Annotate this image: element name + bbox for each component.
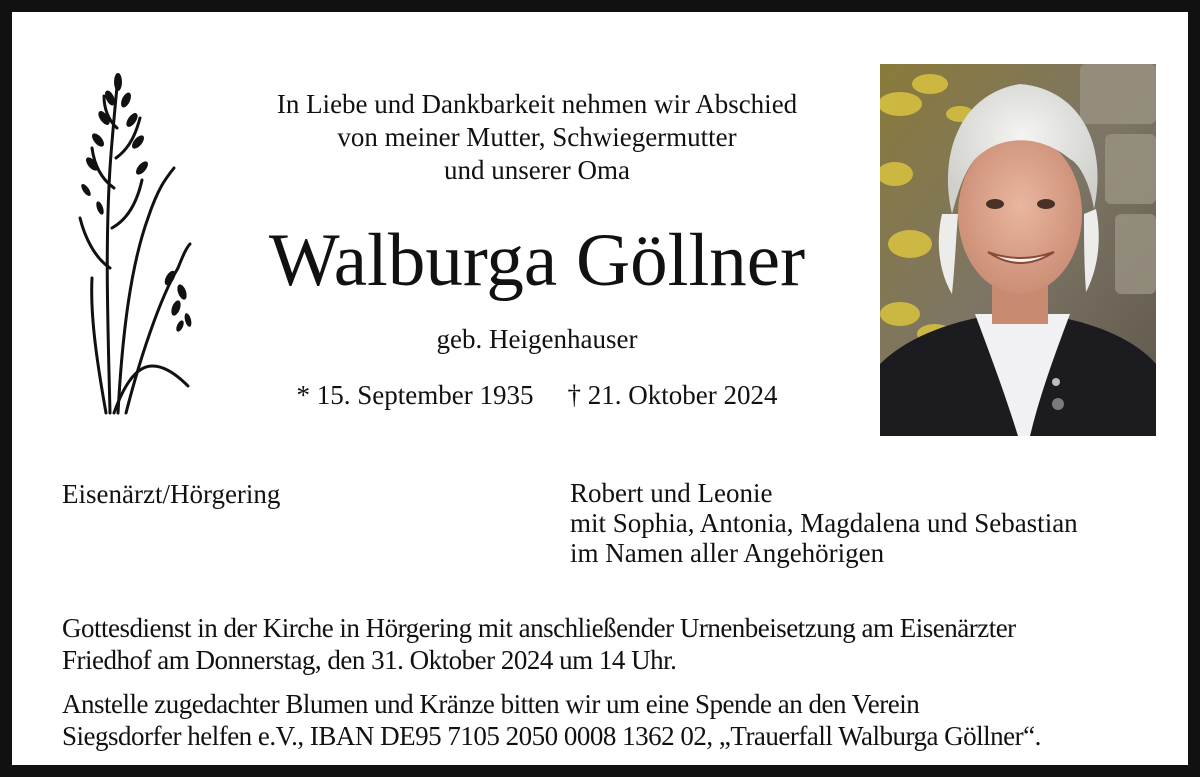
location: Eisenärzt/Hörgering: [62, 479, 281, 509]
portrait-photo: [880, 64, 1156, 436]
intro-line: In Liebe und Dankbarkeit nehmen wir Abschied: [276, 89, 798, 119]
donation-info: [62, 688, 1041, 752]
death-date: † 21. Oktober 2024: [567, 380, 778, 410]
intro-line: und unserer Oma: [444, 155, 630, 185]
family-signature: [570, 478, 1078, 568]
birth-date: * 15. September 1935: [296, 380, 534, 410]
maiden-name: geb. Heigenhauser: [436, 324, 638, 354]
intro-line: von meiner Mutter, Schwiegermutter: [337, 122, 737, 152]
donation-line: Anstelle zugedachter Blumen und Kränze bitten wir um eine Spende an den Verein: [62, 689, 920, 719]
life-dates: [202, 378, 872, 412]
deceased-name: Walburga Göllner: [268, 219, 806, 302]
service-line: Gottesdienst in der Kirche in Hörgering mit anschließender Urnenbeisetzung am Eisenärzter: [62, 613, 1016, 643]
service-info: [62, 612, 1016, 676]
donation-line: Siegsdorfer helfen e.V., IBAN DE95 7105 2050 0008 1362 02, „Trauerfall Walburga Göllner“.: [62, 721, 1041, 751]
service-line: Friedhof am Donnerstag, den 31. Oktober 2024 um 14 Uhr.: [62, 645, 677, 675]
family-line: mit Sophia, Antonia, Magdalena und Sebastian: [570, 508, 1078, 538]
family-line: im Namen aller Angehörigen: [570, 538, 885, 568]
family-line: Robert und Leonie: [570, 478, 773, 508]
grass-stalk-icon: [70, 68, 200, 418]
intro-text: [202, 88, 872, 187]
